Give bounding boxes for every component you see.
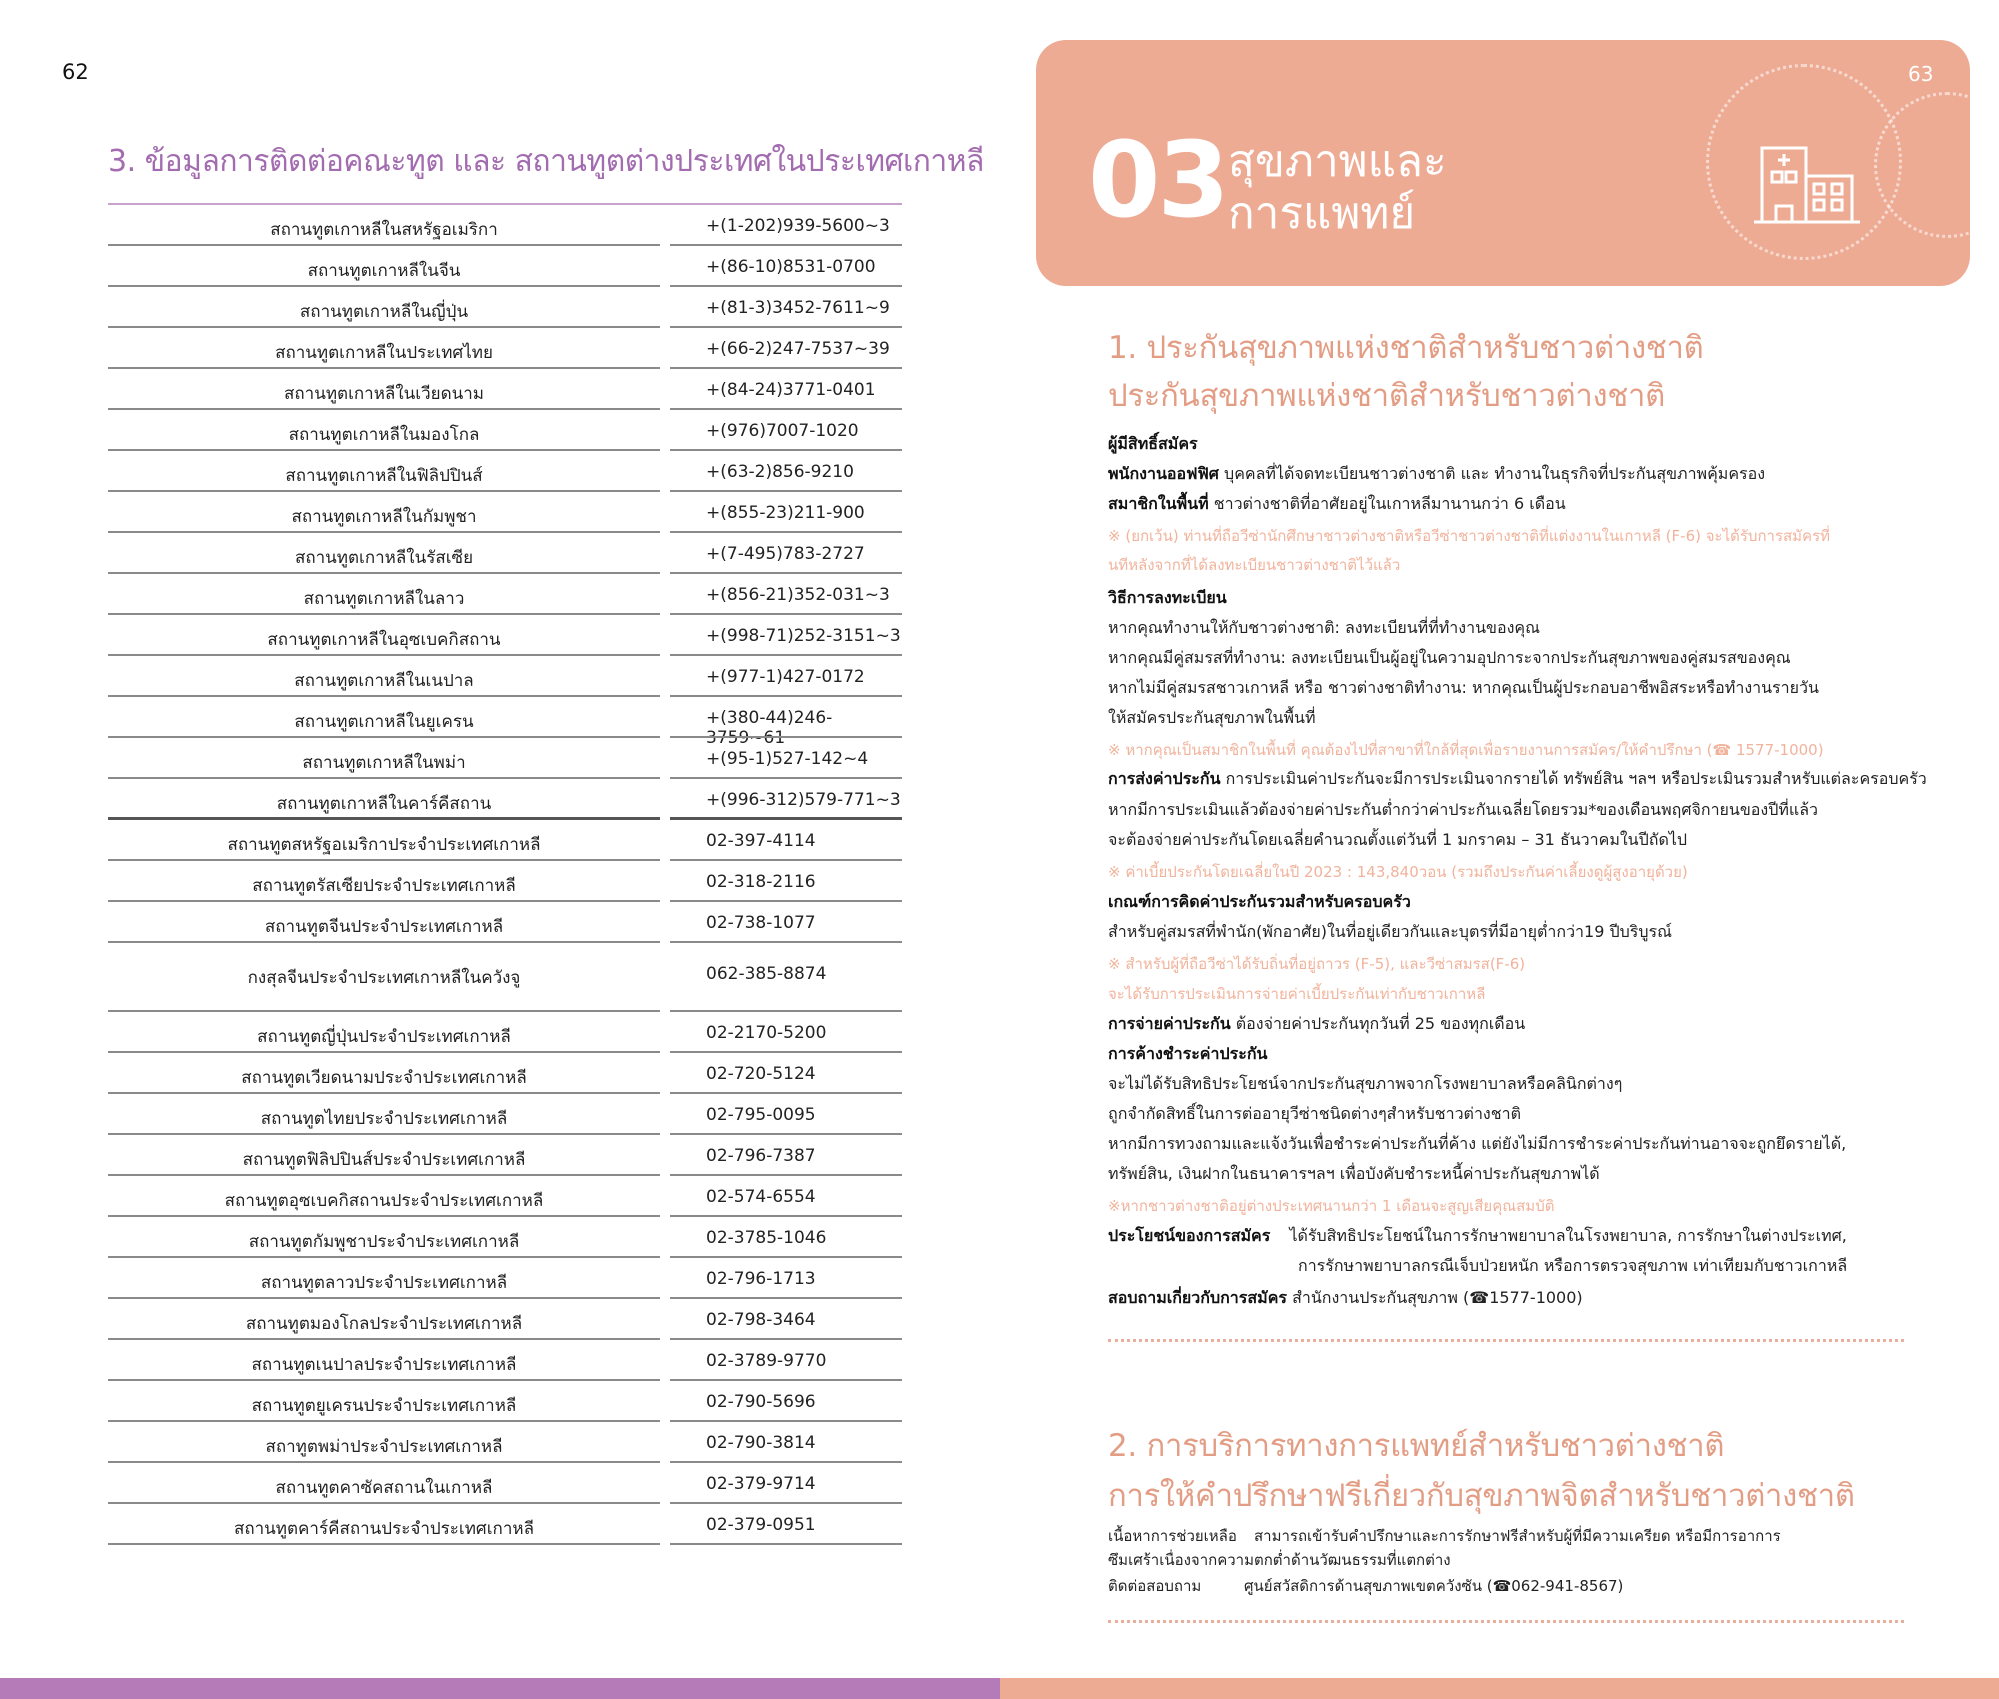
embassy-phone: 02-796-7387 [706,1146,816,1166]
left-page-footer-bar [0,1678,1000,1699]
embassy-phone: +(1-202)939-5600~3 [706,216,890,236]
embassy-name: สถานทูตยูเครนประจำประเทศเกาหลี [251,1396,517,1416]
embassy-phone: 062-385-8874 [706,964,827,984]
embassy-name: สถานทูตจีนประจำประเทศเกาหลี [264,917,504,937]
section1-title: 1. ประกันสุขภาพแห่งชาติสำหรับชาวต่างชาติ [1108,330,1704,366]
embassy-phone: 02-796-1713 [706,1269,816,1289]
premium-line: หากมีการประเมินแล้วต้องจ่ายค่าประกันต่ำกว่าค่าประกันเฉลี่ยโดยรวม*ของเดือนพฤศจิกายนของปีที่แล้ว [1108,800,1819,819]
embassy-phone: 02-790-5696 [706,1392,816,1412]
premium-text: การประเมินค่าประกันจะมีการประเมินจากรายได้ ทรัพย์สิน ฯลฯ หรือประเมินรวมสำหรับแต่ละครอบครัว [1225,769,1927,788]
inquiry-label: สอบถามเกี่ยวกับการสมัคร [1108,1288,1287,1307]
arrears-line: จะไม่ได้รับสิทธิประโยชน์จากประกันสุขภาพจากโรงพยาบาลหรือคลินิกต่างๆ [1108,1074,1623,1093]
embassy-phone: +(996-312)579-771~3 [706,790,901,810]
exception-note: นทีหลังจากที่ได้ลงทะเบียนชาวต่างชาติไว้แล้ว [1108,556,1401,574]
contacts-heading: 3. ข้อมูลการติดต่อคณะทูต และ สถานทูตต่างประเทศในประเทศเกาหลี [108,144,984,179]
table-row [108,287,902,328]
embassy-phone: +(998-71)252-3151~3 [706,626,901,646]
embassy-name: สถานทูตกัมพูชาประจำประเทศเกาหลี [248,1232,520,1252]
embassy-phone: 02-3785-1046 [706,1228,827,1248]
local-row [1108,492,1566,517]
payment-row [1108,1012,1525,1037]
office-row [1108,462,1765,487]
table-row [108,1012,902,1053]
premium-line: จะต้องจ่ายค่าประกันโดยเฉลี่ยคำนวณตั้งแต่วันที่ 1 มกราคม – 31 ธันวาคมในปีถัดไป [1108,830,1688,849]
embassy-phone: 02-720-5124 [706,1064,816,1084]
payment-text: ต้องจ่ายค่าประกันทุกวันที่ 25 ของทุกเดือน [1235,1014,1526,1033]
local-label: สมาชิกในพื้นที่ [1108,494,1209,513]
embassy-name: กงสุลจีนประจำประเทศเกาหลีในควังจู [247,968,521,988]
office-text: บุคคลที่ได้จดทะเบียนชาวต่างชาติ และ ทำงานในธุรกิจที่ประกันสุขภาพคุ้มครอง [1224,464,1766,483]
help-line: สามารถเข้ารับคำปรึกษาและการรักษาฟรีสำหรับผู้ที่มีความเครียด หรือมีการอาการ [1254,1527,1781,1545]
embassy-phone: +(977-1)427-0172 [706,667,865,687]
embassy-name: สถานทูตเกาหลีในคาร์คีสถาน [276,794,492,814]
payment-label: การจ่ายค่าประกัน [1108,1014,1231,1033]
row-divider [670,1543,902,1545]
table-row [108,1422,902,1463]
embassy-phone: 02-738-1077 [706,913,816,933]
embassy-name: สถานทูตมองโกลประจำประเทศเกาหลี [245,1314,523,1334]
exception-note: ※ (ยกเว้น) ท่านที่ถือวีซ่านักศึกษาชาวต่างชาติหรือวีซ่าชาวต่างชาติที่แต่งงานในเกาหลี (F-6) จะได้รับการสมัครที่ [1108,527,1831,545]
embassy-phone: 02-3789-9770 [706,1351,827,1371]
table-row [108,410,902,451]
table-row [108,697,902,748]
embassy-name: สถานทูตเกาหลีในรัสเซีย [294,548,474,568]
dotted-divider [1108,1339,1904,1342]
chapter-title: การแพทย์ [1228,188,1416,239]
register-line: หากคุณทำงานให้กับชาวต่างชาติ: ลงทะเบียนที่ที่ทำงานของคุณ [1108,618,1540,637]
table-row [108,1340,902,1381]
embassy-name: สถานทูตเกาหลีในอุซเบคกิสถาน [267,630,501,650]
benefit-line: การรักษาพยาบาลกรณีเจ็บป่วยหนัก หรือการตรวจสุขภาพ เท่าเทียมกับชาวเกาหลี [1298,1256,1848,1275]
embassy-phone: +(63-2)856-9210 [706,462,854,482]
register-note: ※ หากคุณเป็นสมาชิกในพื้นที่ คุณต้องไปที่สาขาที่ใกล้ที่สุดเพื่อรายงานการสมัคร/ให้คำปรึกษา (☎ 1577-1000) [1108,741,1824,759]
embassy-name: สถานทูตสหรัฐอเมริกาประจำประเทศเกาหลี [227,835,541,855]
embassy-name: สถานทูตเกาหลีในกัมพูชา [291,507,477,527]
table-row [108,1504,902,1545]
embassy-phone: +(81-3)3452-7611~9 [706,298,890,318]
arrears-line: หากมีการทวงถามและแจ้งวันเพื่อชำระค่าประกันที่ค้าง แต่ยังไม่มีการชำระค่าประกันท่านอาจจะถูกยึดรายได้, [1108,1134,1847,1153]
embassy-contact-table [108,203,902,1545]
embassy-phone: +(84-24)3771-0401 [706,380,876,400]
arrears-label: การค้างชำระค่าประกัน [1108,1044,1268,1063]
embassy-name: สถานทูตอุซเบคกิสถานประจำประเทศเกาหลี [224,1191,544,1211]
arrears-note: ※หากชาวต่างชาติอยู่ต่างประเทศนานกว่า 1 เดือนจะสูญเสียคุณสมบัติ [1108,1197,1555,1215]
embassy-phone: 02-790-3814 [706,1433,816,1453]
inquiry-row [1108,1286,1583,1311]
register-line: หากไม่มีคู่สมรสชาวเกาหลี หรือ ชาวต่างชาติทำงาน: หากคุณเป็นผู้ประกอบอาชีพอิสระหรือทำงานรายวัน [1108,678,1819,697]
table-row [108,1053,902,1094]
family-note: จะได้รับการประเมินการจ่ายค่าเบี้ยประกันเท่ากับชาวเกาหลี [1108,985,1486,1003]
table-row [108,779,902,820]
chapter-header-card [1036,40,1970,286]
section1-subtitle: ประกันสุขภาพแห่งชาติสำหรับชาวต่างชาติ [1108,378,1665,414]
embassy-name: สถานทูตรัสเซียประจำประเทศเกาหลี [252,876,516,896]
embassy-name: สถานทูตเกาหลีในพม่า [302,753,466,773]
table-row [108,533,902,574]
inquiry-text: สำนักงานประกันสุขภาพ (☎1577-1000) [1292,1288,1583,1307]
premium-label: การส่งค่าประกัน [1108,769,1221,788]
benefit-label: ประโยชน์ของการสมัคร [1108,1226,1271,1245]
table-row [108,328,902,369]
embassy-phone: 02-798-3464 [706,1310,816,1330]
register-label: วิธีการลงทะเบียน [1108,588,1227,607]
contact-text: ศูนย์สวัสดิการด้านสุขภาพเขตควังซัน (☎062-941-8567) [1244,1577,1624,1595]
table-row [108,246,902,287]
embassy-name: สถานทูตฟิลิปปินส์ประจำประเทศเกาหลี [242,1150,526,1170]
help-label: เนื้อหาการช่วยเหลือ [1108,1527,1237,1545]
embassy-name: สถานทูตลาวประจำประเทศเกาหลี [260,1273,508,1293]
embassy-phone: +(380-44)246-3759~61 [706,708,833,748]
benefit-row [1108,1224,1847,1249]
embassy-phone: +(66-2)247-7537~39 [706,339,890,359]
table-row [108,205,902,246]
embassy-name: สถานทูตคาร์คีสถานประจำประเทศเกาหลี [233,1519,535,1539]
arrears-line: ทรัพย์สิน, เงินฝากในธนาคารฯลฯ เพื่อบังคับชำระหนี้ค่าประกันสุขภาพได้ [1108,1164,1600,1183]
premium-row [1108,767,1927,792]
embassy-name: สถานทูตเกาหลีในฟิลิปปินส์ [285,466,483,486]
table-row [108,902,902,943]
register-line: ให้สมัครประกันสุขภาพในพื้นที่ [1108,708,1316,727]
embassy-name: สถานทูตเนปาลประจำประเทศเกาหลี [251,1355,517,1375]
premium-note: ※ ค่าเบี้ยประกันโดยเฉลี่ยในปี 2023 : 143,840วอน (รวมถึงประกันค่าเลี้ยงดูผู้สูงอายุด้วย) [1108,863,1688,881]
help-line: ซึมเศร้าเนื่องจากความตกต่ำด้านวัฒนธรรมที่แตกต่าง [1108,1551,1451,1569]
family-note: ※ สำหรับผู้ที่ถือวีซ่าได้รับถิ่นที่อยู่ถาวร (F-5), และวีซ่าสมรส(F-6) [1108,955,1526,973]
table-row [108,492,902,533]
embassy-name: สถานทูตเกาหลีในญี่ปุ่น [299,302,469,322]
embassy-name: สถานทูตคาซัคสถานในเกาหลี [275,1478,493,1498]
table-row [108,1381,902,1422]
embassy-name: สถานทูตเกาหลีในยูเครน [294,712,474,732]
family-label: เกณฑ์การคิดค่าประกันรวมสำหรับครอบครัว [1108,892,1411,911]
embassy-phone: +(7-495)783-2727 [706,544,865,564]
embassy-name: สถานทูตเกาหลีในสหรัฐอเมริกา [270,220,498,240]
embassy-name: สถานทูตเกาหลีในประเทศไทย [275,343,493,363]
embassy-phone: +(86-10)8531-0700 [706,257,876,277]
table-row [108,1258,902,1299]
table-row [108,1135,902,1176]
embassy-name: สถานทูตเกาหลีในมองโกล [288,425,480,445]
table-row [108,1176,902,1217]
row-divider [108,1543,660,1545]
office-label: พนักงานออฟฟิศ [1108,464,1219,483]
embassy-phone: +(856-21)352-031~3 [706,585,890,605]
table-row [108,820,902,861]
embassy-phone: 02-379-0951 [706,1515,816,1535]
arrears-line: ถูกจำกัดสิทธิ์ในการต่ออายุวีซ่าชนิดต่างๆสำหรับชาวต่างชาติ [1108,1104,1521,1123]
chapter-title: สุขภาพและ [1228,136,1447,187]
section2-subtitle: การให้คำปรึกษาฟรีเกี่ยวกับสุขภาพจิตสำหรับชาวต่างชาติ [1108,1478,1855,1514]
embassy-name: สถานทูตเกาหลีในเวียดนาม [283,384,484,404]
embassy-name: สถานทูตเกาหลีในลาว [303,589,465,609]
table-row [108,738,902,779]
embassy-name: สถานทูตเกาหลีในเนปาล [294,671,474,691]
embassy-name: สถานทูตไทยประจำประเทศเกาหลี [260,1109,508,1129]
embassy-phone: 02-2170-5200 [706,1023,827,1043]
table-row [108,1217,902,1258]
table-row [108,574,902,615]
embassy-phone: +(855-23)211-900 [706,503,865,523]
register-line: หากคุณมีคู่สมรสที่ทำงาน: ลงทะเบียนเป็นผู้อยู่ในความอุปการะจากประกันสุขภาพของคู่สมรสของคุณ [1108,648,1791,667]
embassy-phone: +(976)7007-1020 [706,421,859,441]
table-row [108,451,902,492]
right-page-footer-bar [1000,1678,1999,1699]
benefit-text: ได้รับสิทธิประโยชน์ในการรักษาพยาบาลในโรงพยาบาล, การรักษาในต่างประเทศ, [1289,1226,1847,1245]
local-text: ชาวต่างชาติที่อาศัยอยู่ในเกาหลีมานานกว่า 6 เดือน [1213,494,1566,513]
chapter-number: 03 [1088,119,1227,241]
page-number-right: 63 [1908,62,1934,86]
embassy-phone: 02-795-0095 [706,1105,816,1125]
contact-label: ติดต่อสอบถาม [1108,1577,1202,1595]
table-row [108,861,902,902]
embassy-name: สถาทูตพม่าประจำประเทศเกาหลี [265,1437,503,1457]
eligible-label: ผู้มีสิทธิ์สมัคร [1108,434,1198,453]
embassy-phone: 02-397-4114 [706,831,816,851]
table-row [108,1463,902,1504]
table-row [108,369,902,410]
embassy-phone: 02-318-2116 [706,872,816,892]
embassy-name: สถานทูตญี่ปุ่นประจำประเทศเกาหลี [257,1027,511,1047]
embassy-phone: 02-574-6554 [706,1187,816,1207]
table-row [108,615,902,656]
section2-title: 2. การบริการทางการแพทย์สำหรับชาวต่างชาติ [1108,1428,1725,1464]
table-row [108,1299,902,1340]
hospital-icon [1752,140,1862,230]
table-row [108,656,902,697]
page-number-left: 62 [62,60,89,84]
embassy-phone: +(95-1)527-142~4 [706,749,869,769]
embassy-name: สถานทูตเกาหลีในจีน [307,261,461,281]
dotted-divider [1108,1620,1904,1623]
table-row [108,1094,902,1135]
embassy-phone: 02-379-9714 [706,1474,816,1494]
embassy-name: สถานทูตเวียดนามประจำประเทศเกาหลี [241,1068,527,1088]
table-row [108,943,902,1012]
family-line: สำหรับคู่สมรสที่พำนัก(พักอาศัย)ในที่อยู่เดียวกันและบุตรที่มีอายุต่ำกว่า19 ปีบริบูรณ์ [1108,922,1672,941]
